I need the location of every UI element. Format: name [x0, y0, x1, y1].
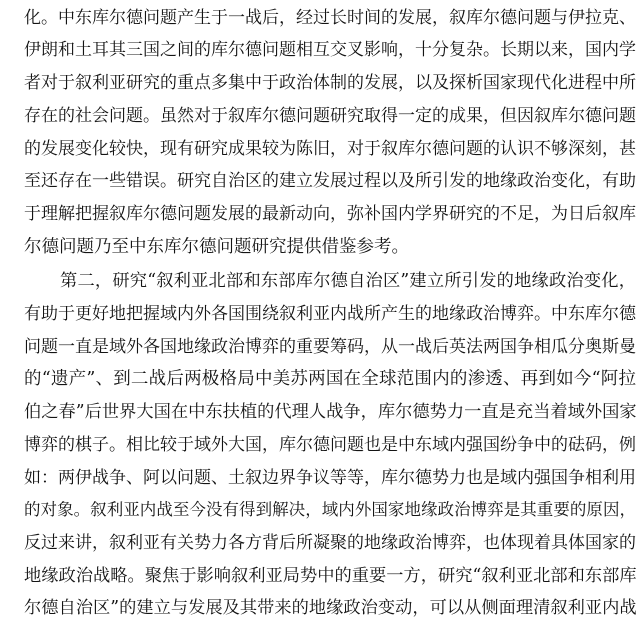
text-line: 的对象。叙利亚内战至今没有得到解决，域内外国家地缘政治博弈是其重要的原因， [24, 500, 636, 519]
text-line: 伊朗和土耳其三国之间的库尔德问题相互交叉影响，十分复杂。长期以来，国内学 [24, 40, 636, 60]
text-line: 尔德问题乃至中东库尔德问题研究提供借鉴参考。 [24, 237, 409, 257]
text-line: 有助于更好地把握域内外各国围绕叙利亚内战所产生的地缘政治博弈。中东库尔德 [24, 304, 636, 324]
text-line: 反过来讲，叙利亚有关势力各方背后所凝聚的地缘政治博弈，也体现着具体国家的 [24, 533, 636, 553]
text-line: 存在的社会问题。虽然对于叙库尔德问题研究取得一定的成果，但因叙库尔德问题 [24, 106, 636, 126]
text-line: 地缘政治战略。聚焦于影响叙利亚局势中的重要一方，研究“叙利亚北部和东部库 [24, 566, 637, 586]
text-line: 尔德自治区”的建立与发展及其带来的地缘政治变动，可以从侧面理清叙利亚内战 [24, 598, 637, 618]
paragraph-first-line: 第二，研究“叙利亚北部和东部库尔德自治区”建立所引发的地缘政治变化， [60, 271, 636, 291]
text-line: 伯之春”后世界大国在中东扶植的代理人战争，库尔德势力一直是充当着域外国家 [24, 402, 637, 422]
text-line: 化。中东库尔德问题产生于一战后，经过长时间的发展，叙库尔德问题与伊拉克、 [24, 8, 636, 28]
text-line: 如：两伊战争、阿以问题、土叙边界争议等等，库尔德势力也是域内强国争相利用 [24, 468, 636, 488]
text-line: 者对于叙利亚研究的重点多集中于政治体制的发展，以及探析国家现代化进程中所 [24, 73, 636, 93]
text-line: 博弈的棋子。相比较于域外大国，库尔德问题也是中东域内强国纷争中的砝码，例 [24, 435, 636, 455]
text-line: 的发展变化较快，现有研究成果较为陈旧，对于叙库尔德问题的认识不够深刻，甚 [24, 139, 636, 159]
text-line: 的“遗产”、到二战后两极格局中美苏两国在全球范围内的渗透、再到如今“阿拉 [24, 369, 636, 389]
text-line: 至还存在一些错误。研究自治区的建立发展过程以及所引发的地缘政治变化，有助 [24, 171, 636, 191]
text-line: 问题一直是域外各国地缘政治博弈的重要筹码，从一战后英法两国争相瓜分奥斯曼 [24, 337, 636, 357]
text-line: 于理解把握叙库尔德问题发展的最新动向，弥补国内学界研究的不足，为日后叙库 [24, 204, 636, 224]
